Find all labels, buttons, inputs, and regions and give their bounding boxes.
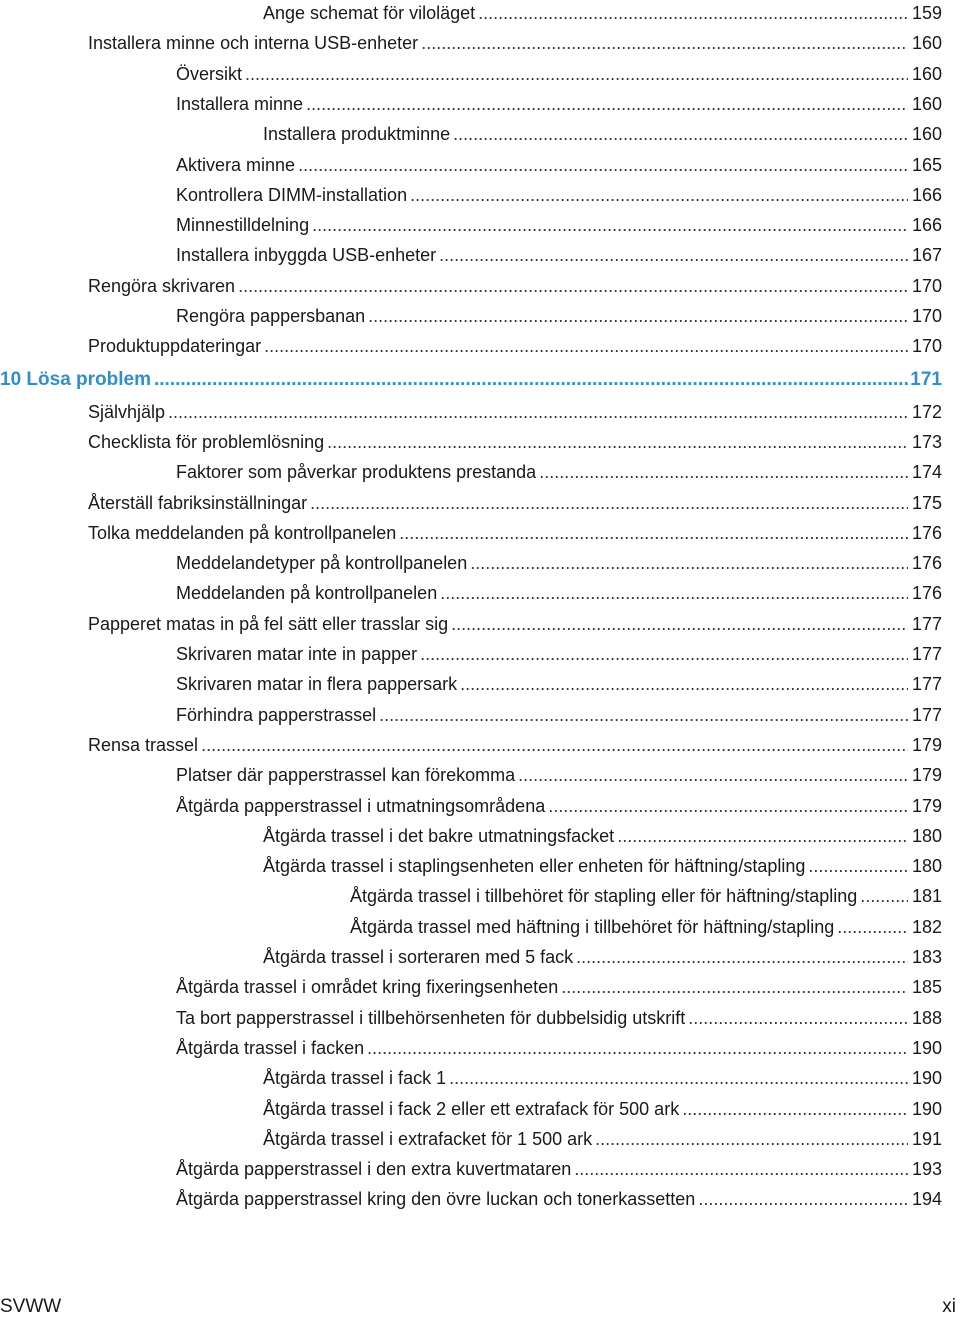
toc-entry-title: Åtgärda trassel i det bakre utmatningsfacket <box>263 825 615 846</box>
toc-entry-page-number: 167 <box>911 245 942 266</box>
toc-entry-page-number: 194 <box>911 1189 942 1210</box>
toc-dot-leader <box>201 734 908 756</box>
toc-dot-leader <box>478 2 908 24</box>
toc-entry[interactable] <box>176 63 942 85</box>
toc-entry-page-number: 165 <box>911 154 942 175</box>
toc-entry-page-number: 179 <box>911 734 942 755</box>
toc-dot-leader <box>368 305 908 327</box>
toc-entry-page-number: 170 <box>911 336 942 357</box>
toc-entry-title: Åtgärda trassel med häftning i tillbehöret för häftning/stapling <box>350 916 835 937</box>
toc-entry-page-number: 193 <box>911 1159 942 1180</box>
toc-dot-leader <box>576 946 908 968</box>
toc-entry-page-number: 190 <box>911 1098 942 1119</box>
footer-page-number: xi <box>942 1296 956 1317</box>
toc-entry-page-number: 177 <box>911 674 942 695</box>
toc-entry-title: Checklista för problemlösning <box>88 431 325 452</box>
toc-entry[interactable] <box>88 431 942 453</box>
toc-entry[interactable] <box>176 673 942 695</box>
toc-entry-page-number: 173 <box>911 431 942 452</box>
toc-dot-leader <box>539 461 908 483</box>
toc-entry[interactable] <box>176 1007 942 1029</box>
toc-entry-title: Ta bort papperstrassel i tillbehörsenheten för dubbelsidig utskrift <box>176 1007 686 1028</box>
toc-entry-title: Platser där papperstrassel kan förekomma <box>176 765 516 786</box>
toc-entry-title: Åtgärda trassel i sorteraren med 5 fack <box>263 947 574 967</box>
toc-entry-title: Självhjälp <box>88 401 166 422</box>
toc-entry-title: Åtgärda trassel i fack 1 <box>263 1068 447 1089</box>
toc-entry[interactable] <box>176 976 942 998</box>
toc-entry-title: Åtgärda trassel i extrafacket för 1 500 ark <box>263 1128 593 1149</box>
toc-entry[interactable] <box>263 123 942 145</box>
toc-entry[interactable] <box>263 1067 942 1089</box>
toc-entry[interactable] <box>176 582 942 604</box>
toc-dot-leader <box>698 1188 908 1210</box>
toc-dot-leader <box>808 855 908 877</box>
toc-entry-page-number: 183 <box>911 947 942 967</box>
toc-dot-leader <box>453 123 908 145</box>
toc-dot-leader <box>449 1067 908 1089</box>
toc-dot-leader <box>312 214 908 236</box>
toc-entry[interactable] <box>263 2 942 24</box>
toc-entry[interactable] <box>176 704 942 726</box>
toc-entry-title: Installera inbyggda USB-enheter <box>176 245 437 266</box>
toc-entry[interactable] <box>263 855 942 877</box>
toc-entry-page-number: 160 <box>911 93 942 114</box>
toc-entry-page-number: 191 <box>911 1128 942 1149</box>
toc-entry-page-number: 177 <box>911 644 942 664</box>
toc-entry-title: Rengöra pappersbanan <box>176 306 366 326</box>
toc-entry[interactable] <box>263 1098 942 1120</box>
toc-entry-page-number: 159 <box>911 3 942 23</box>
toc-entry[interactable] <box>176 93 942 115</box>
toc-entry-title: 10 Lösa problem <box>0 369 151 391</box>
toc-entry[interactable] <box>176 1188 942 1210</box>
toc-dot-leader <box>238 275 908 297</box>
toc-entry-title: Rensa trassel <box>88 734 199 755</box>
toc-dot-leader <box>574 1158 908 1180</box>
toc-chapter-entry[interactable] <box>0 369 942 391</box>
toc-dot-leader <box>451 613 908 635</box>
toc-dot-leader <box>837 916 908 938</box>
toc-entry[interactable] <box>88 734 942 756</box>
toc-dot-leader <box>470 552 908 574</box>
toc-entry-title: Aktivera minne <box>176 154 296 175</box>
toc-entry-page-number: 177 <box>911 704 942 725</box>
toc-entry-title: Åtgärda papperstrassel i den extra kuvertmataren <box>176 1159 572 1180</box>
toc-entry[interactable] <box>176 552 942 574</box>
toc-entry-title: Installera minne <box>176 93 304 114</box>
toc-dot-leader <box>298 154 908 176</box>
toc-entry-page-number: 176 <box>911 553 942 574</box>
toc-entry-page-number: 166 <box>911 215 942 236</box>
toc-dot-leader <box>306 93 908 115</box>
toc-entry-page-number: 175 <box>911 492 942 513</box>
toc-entry[interactable] <box>263 946 942 968</box>
toc-entry[interactable] <box>350 916 942 938</box>
toc-entry-title: Förhindra papperstrassel <box>176 704 377 725</box>
toc-entry[interactable] <box>176 795 942 817</box>
toc-entry-title: Tolka meddelanden på kontrollpanelen <box>88 522 397 543</box>
toc-entry[interactable] <box>176 1037 942 1059</box>
toc-dot-leader <box>245 63 908 85</box>
toc-entry-title: Åtgärda trassel i fack 2 eller ett extrafack för 500 ark <box>263 1098 680 1119</box>
toc-dot-leader <box>410 184 908 206</box>
toc-entry-page-number: 160 <box>911 33 942 54</box>
toc-dot-leader <box>168 401 908 423</box>
toc-entry-title: Rengöra skrivaren <box>88 275 236 296</box>
toc-dot-leader <box>617 825 908 847</box>
toc-entry[interactable] <box>176 184 942 206</box>
toc-dot-leader <box>439 244 908 266</box>
toc-entry[interactable] <box>176 643 942 665</box>
toc-dot-leader <box>367 1037 908 1059</box>
toc-dot-leader <box>595 1128 908 1150</box>
toc-entry[interactable] <box>176 1158 942 1180</box>
toc-entry-title: Faktorer som påverkar produktens prestanda <box>176 462 537 483</box>
toc-entry-title: Skrivaren matar inte in papper <box>176 644 418 664</box>
toc-entry-page-number: 160 <box>911 124 942 145</box>
toc-entry-page-number: 177 <box>911 613 942 634</box>
toc-entry[interactable] <box>350 885 942 907</box>
toc-entry-page-number: 172 <box>911 401 942 422</box>
toc-dot-leader <box>379 704 908 726</box>
toc-dot-leader <box>518 764 908 786</box>
toc-entry-title: Kontrollera DIMM-installation <box>176 184 408 205</box>
toc-entry-page-number: 185 <box>911 977 942 998</box>
toc-dot-leader <box>310 492 908 514</box>
toc-entry-title: Installera produktminne <box>263 124 451 145</box>
toc-entry-title: Produktuppdateringar <box>88 336 262 357</box>
footer-document-code: SVWW <box>0 1296 62 1317</box>
toc-entry-page-number: 170 <box>911 306 942 326</box>
toc-entry-page-number: 176 <box>911 522 942 543</box>
toc-entry-page-number: 166 <box>911 184 942 205</box>
toc-entry[interactable] <box>176 154 942 176</box>
toc-dot-leader <box>440 582 908 604</box>
toc-entry-page-number: 188 <box>911 1007 942 1028</box>
toc-entry-page-number: 190 <box>911 1068 942 1089</box>
toc-dot-leader <box>561 976 908 998</box>
toc-entry[interactable] <box>176 764 942 786</box>
toc-dot-leader <box>682 1098 908 1120</box>
toc-dot-leader <box>860 885 908 907</box>
toc-entry[interactable] <box>176 214 942 236</box>
toc-entry-title: Översikt <box>176 63 243 84</box>
toc-entry-page-number: 176 <box>911 583 942 604</box>
toc-entry-page-number: 179 <box>911 795 942 816</box>
toc-entry-title: Installera minne och interna USB-enheter <box>88 33 419 54</box>
toc-dot-leader <box>154 369 908 391</box>
toc-dot-leader <box>688 1007 908 1029</box>
toc-entry[interactable] <box>176 461 942 483</box>
toc-entry[interactable] <box>88 401 942 423</box>
toc-dot-leader <box>420 643 908 665</box>
toc-entry-title: Papperet matas in på fel sätt eller trasslar sig <box>88 613 449 634</box>
toc-entry-page-number: 179 <box>911 765 942 786</box>
toc-entry-title: Återställ fabriksinställningar <box>88 492 308 513</box>
toc-dot-leader <box>264 335 908 357</box>
toc-entry-page-number: 174 <box>911 462 942 483</box>
toc-entry-title: Åtgärda trassel i området kring fixeringsenheten <box>176 977 559 998</box>
toc-entry[interactable] <box>88 32 942 54</box>
toc-dot-leader <box>460 673 908 695</box>
toc-entry-page-number: 170 <box>911 275 942 296</box>
toc-entry[interactable] <box>263 1128 942 1150</box>
toc-entry[interactable] <box>88 613 942 635</box>
toc-dot-leader <box>327 431 908 453</box>
toc-entry-title: Ange schemat för viloläget <box>263 3 476 23</box>
toc-entry-page-number: 171 <box>910 369 942 391</box>
toc-entry-title: Åtgärda trassel i staplingsenheten eller enheten för häftning/stapling <box>263 856 806 877</box>
toc-dot-leader <box>399 522 908 544</box>
toc-entry-title: Minnestilldelning <box>176 215 310 236</box>
toc-entry[interactable] <box>176 244 942 266</box>
toc-entry[interactable] <box>263 825 942 847</box>
toc-entry-page-number: 181 <box>911 886 942 907</box>
toc-entry-page-number: 190 <box>911 1037 942 1058</box>
toc-entry[interactable] <box>88 522 942 544</box>
toc-entry-page-number: 182 <box>911 916 942 937</box>
toc-entry-title: Åtgärda trassel i tillbehöret för stapling eller för häftning/stapling <box>350 886 858 907</box>
toc-entry-page-number: 160 <box>911 63 942 84</box>
toc-entry-title: Meddelandetyper på kontrollpanelen <box>176 553 468 574</box>
toc-dot-leader <box>421 32 908 54</box>
toc-entry-page-number: 180 <box>911 856 942 877</box>
toc-entry-title: Skrivaren matar in flera pappersark <box>176 674 458 695</box>
toc-entry[interactable] <box>88 275 942 297</box>
toc-dot-leader <box>548 795 908 817</box>
toc-entry[interactable] <box>88 492 942 514</box>
toc-entry-title: Åtgärda papperstrassel i utmatningsområdena <box>176 795 546 816</box>
toc-entry-title: Meddelanden på kontrollpanelen <box>176 583 438 604</box>
toc-entry[interactable] <box>176 305 942 327</box>
toc-entry-title: Åtgärda trassel i facken <box>176 1037 365 1058</box>
toc-entry-page-number: 180 <box>911 825 942 846</box>
toc-entry[interactable] <box>88 335 942 357</box>
toc-entry-title: Åtgärda papperstrassel kring den övre luckan och tonerkassetten <box>176 1189 696 1210</box>
